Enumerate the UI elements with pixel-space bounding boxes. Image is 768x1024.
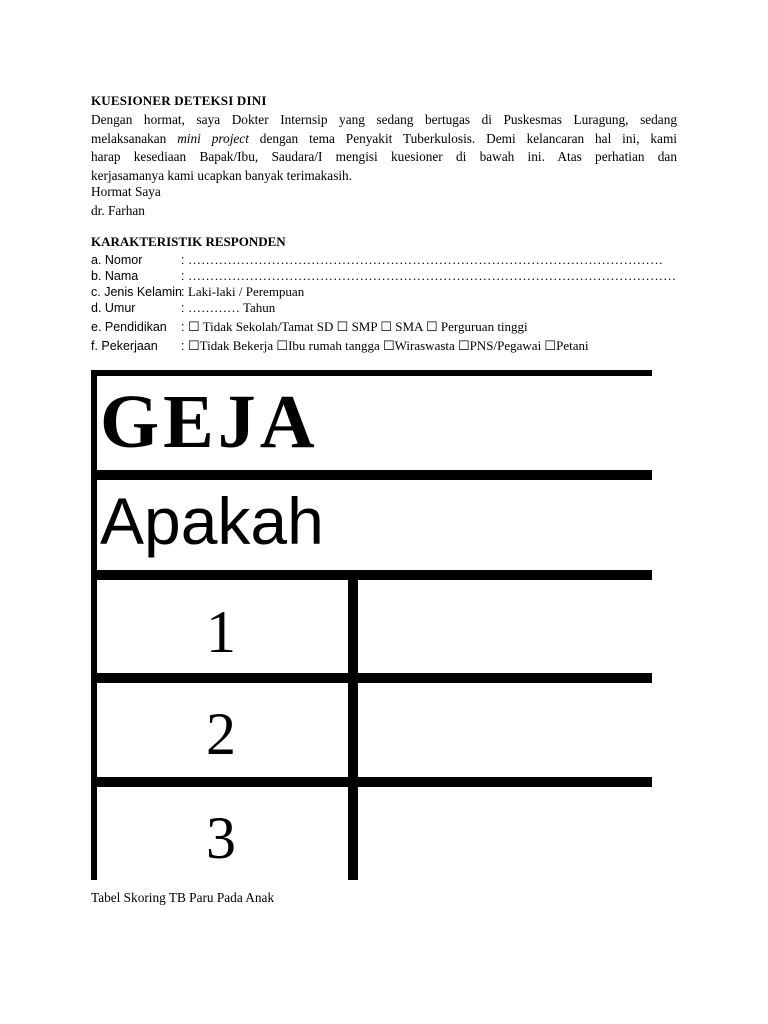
intro-paragraph: [91, 111, 677, 185]
signer-name: dr. Farhan: [91, 203, 145, 218]
closing-text: Hormat Saya: [91, 184, 161, 199]
field-nama[interactable]: [91, 268, 676, 284]
field-nomor-input[interactable]: ………………………………………………………………………………………………: [187, 252, 664, 267]
field-nomor-colon: :: [181, 253, 185, 267]
table-heading: GEJA: [100, 384, 319, 464]
field-pekerjaan-options[interactable]: ☐Tidak Bekerja ☐Ibu rumah tangga ☐Wiraswasta ☐PNS/Pegawai ☐Petani: [187, 338, 589, 353]
table-row-number: 2: [206, 704, 236, 764]
table-rule-2: [91, 570, 652, 580]
table-rule-3: [91, 673, 652, 683]
table-rule-4: [91, 777, 652, 787]
field-pekerjaan[interactable]: [91, 338, 589, 354]
table-column-divider: [348, 570, 358, 880]
field-nomor-label: a. Nomor: [91, 253, 143, 267]
table-rule-1: [91, 470, 652, 480]
table-row-number: 1: [206, 602, 236, 662]
intro-line-4: kerjasamanya kami ucapkan banyak terimakasih.: [91, 167, 353, 183]
intro-line-1: Dengan hormat, saya Dokter Internsip yang sedang bertugas di Puskesmas Luragung, sedang: [91, 112, 677, 127]
field-pekerjaan-label: f. Pekerjaan: [91, 339, 158, 353]
table-border-top: [91, 370, 652, 376]
field-umur[interactable]: [91, 300, 275, 316]
field-jenis-kelamin-label: c. Jenis Kelamin: [91, 285, 183, 299]
field-umur-colon: :: [181, 301, 185, 315]
field-nama-colon: :: [181, 269, 185, 283]
field-pendidikan-label: e. Pendidikan: [91, 320, 167, 334]
intro-line-2-end: dengan tema Penyakit Tuberkulosis. Demi kelancaran hal ini, kami: [248, 130, 677, 146]
field-pendidikan[interactable]: [91, 319, 528, 335]
intro-line-2-start: melaksanakan: [91, 130, 178, 146]
field-jenis-kelamin-colon: :: [181, 285, 185, 299]
field-nomor[interactable]: [91, 252, 663, 268]
field-pendidikan-colon: :: [181, 320, 185, 334]
intro-line-3: harap kesediaan Bapak/Ibu, Saudara/I mengisi kuesioner di bawah ini. Atas perhatian dan: [91, 149, 677, 164]
table-row-number: 3: [206, 808, 236, 868]
field-jenis-kelamin-options[interactable]: Laki-laki / Perempuan: [187, 284, 305, 299]
field-umur-label: d. Umur: [91, 301, 136, 315]
field-jenis-kelamin[interactable]: [91, 284, 304, 300]
field-pekerjaan-colon: :: [181, 339, 185, 353]
field-umur-input[interactable]: ………… Tahun: [187, 300, 276, 315]
table-caption: Tabel Skoring TB Paru Pada Anak: [91, 890, 275, 905]
respondent-section-title: KARAKTERISTIK RESPONDEN: [91, 234, 286, 249]
table-question: Apakah: [100, 488, 324, 558]
field-nama-input[interactable]: …………………………………………………………………………………………………: [187, 268, 677, 283]
document-title: KUESIONER DETEKSI DINI: [91, 93, 267, 108]
intro-line-2: [91, 130, 677, 149]
field-nama-label: b. Nama: [91, 269, 139, 283]
intro-emphasis: mini project: [177, 130, 249, 146]
field-pendidikan-options[interactable]: ☐ Tidak Sekolah/Tamat SD ☐ SMP ☐ SMA ☐ Perguruan tinggi: [187, 319, 528, 334]
